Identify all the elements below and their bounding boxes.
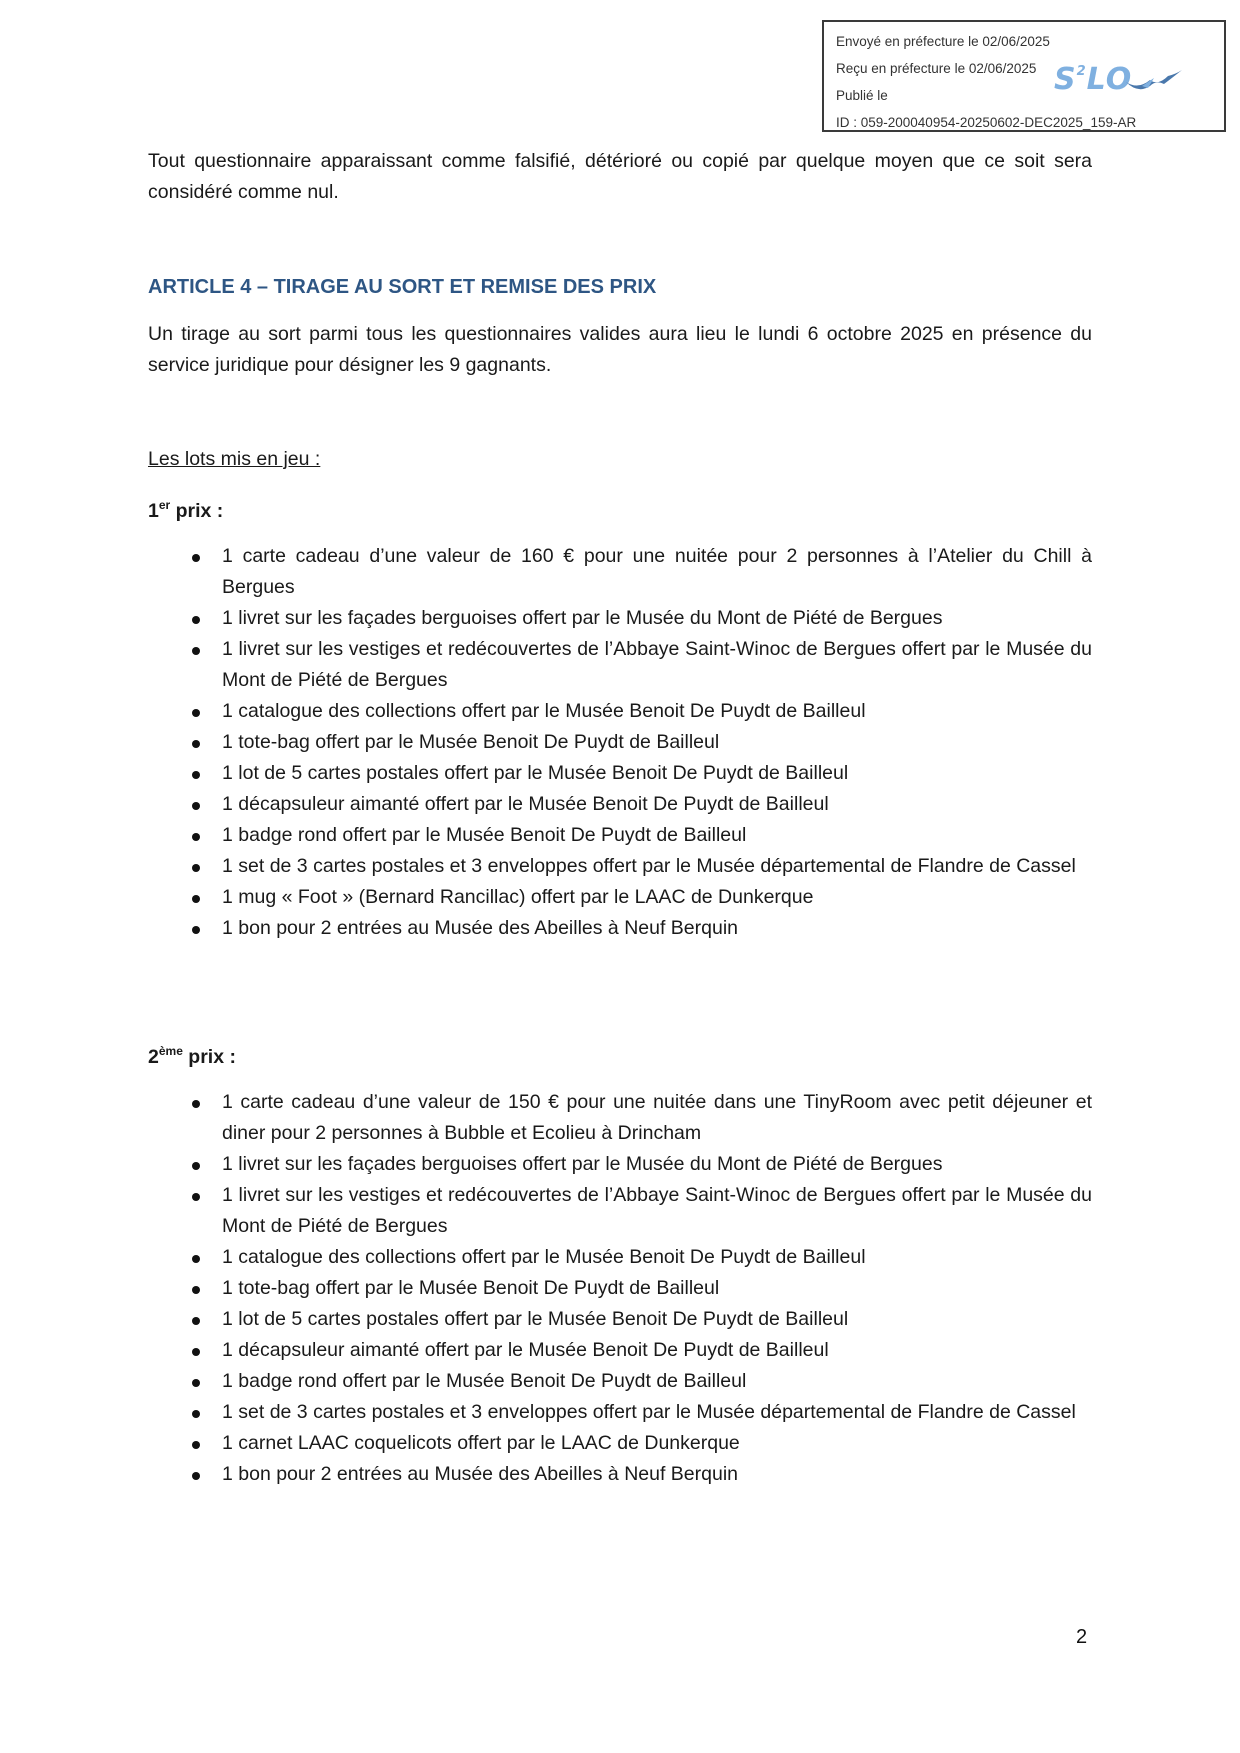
intro-paragraph: Tout questionnaire apparaissant comme falsifié, détérioré ou copié par quelque moyen que ce soit sera considéré comme nul. bbox=[148, 150, 1092, 203]
item-text: 1 décapsuleur aimanté offert par le Musée Benoit De Puydt de Bailleul bbox=[222, 793, 829, 815]
bullet-icon bbox=[192, 1100, 200, 1108]
bullet-icon bbox=[192, 1286, 200, 1294]
list-item bbox=[222, 1304, 1092, 1335]
bullet-icon bbox=[192, 895, 200, 903]
item-text: 1 tote-bag offert par le Musée Benoit De Puydt de Bailleul bbox=[222, 731, 720, 753]
stamp-published: Publié le bbox=[836, 88, 888, 103]
list-item bbox=[222, 758, 1092, 789]
stamp-sent-date: Envoyé en préfecture le 02/06/2025 bbox=[836, 34, 1050, 49]
intro-section bbox=[148, 146, 1092, 208]
bullet-icon bbox=[192, 926, 200, 934]
bullet-icon bbox=[192, 554, 200, 562]
item-text: 1 livret sur les façades berguoises offert par le Musée du Mont de Piété de Bergues bbox=[222, 607, 943, 629]
item-text: 1 livret sur les vestiges et redécouvertes de l’Abbaye Saint-Winoc de Bergues offert par le Musée du Mont de Piété de Bergues bbox=[222, 638, 1092, 691]
bullet-icon bbox=[192, 709, 200, 717]
list-item bbox=[222, 1428, 1092, 1459]
bullet-icon bbox=[192, 1348, 200, 1356]
list-item bbox=[222, 1366, 1092, 1397]
bullet-icon bbox=[192, 1162, 200, 1170]
list-item bbox=[222, 820, 1092, 851]
prize-2-title bbox=[148, 1036, 1092, 1073]
prize-1-section bbox=[148, 490, 1092, 944]
stamp-id: ID : 059-200040954-20250602-DEC2025_159-AR bbox=[836, 115, 1137, 130]
bullet-icon bbox=[192, 1193, 200, 1201]
bird-swoosh-icon bbox=[1124, 68, 1184, 94]
article-section bbox=[148, 272, 1092, 303]
article-paragraph: Un tirage au sort parmi tous les questionnaires valides aura lieu le lundi 6 octobre 2025 en présence du service juridique pour désigner les 9 gagnants. bbox=[148, 323, 1092, 376]
prize-2-list bbox=[148, 1087, 1092, 1490]
list-item bbox=[222, 1242, 1092, 1273]
prize-2-number: 2 bbox=[148, 1046, 159, 1068]
article-heading: ARTICLE 4 – TIRAGE AU SORT ET REMISE DES PRIX bbox=[148, 276, 657, 298]
prize-2-label: prix : bbox=[182, 1046, 236, 1068]
stamp-received-date: Reçu en préfecture le 02/06/2025 bbox=[836, 61, 1037, 76]
item-text: 1 set de 3 cartes postales et 3 enveloppes offert par le Musée départemental de Flandre de Cassel bbox=[222, 1401, 1076, 1423]
list-item bbox=[222, 1180, 1092, 1242]
list-item bbox=[222, 541, 1092, 603]
prize-1-number: 1 bbox=[148, 500, 159, 522]
item-text: 1 carte cadeau d’une valeur de 150 € pour une nuitée dans une TinyRoom avec petit déjeuner et diner pour 2 personnes à Bubble et Ecolieu à Drincham bbox=[222, 1091, 1092, 1144]
bullet-icon bbox=[192, 833, 200, 841]
logo-lo: LO bbox=[1086, 62, 1133, 97]
item-text: 1 set de 3 cartes postales et 3 enveloppes offert par le Musée départemental de Flandre de Cassel bbox=[222, 855, 1076, 877]
item-text: 1 badge rond offert par le Musée Benoit De Puydt de Bailleul bbox=[222, 1370, 747, 1392]
prefecture-stamp bbox=[822, 20, 1226, 132]
list-item bbox=[222, 882, 1092, 913]
bullet-icon bbox=[192, 1255, 200, 1263]
item-text: 1 bon pour 2 entrées au Musée des Abeilles à Neuf Berquin bbox=[222, 917, 739, 939]
bullet-icon bbox=[192, 771, 200, 779]
bullet-icon bbox=[192, 1317, 200, 1325]
list-item bbox=[222, 634, 1092, 696]
s2lo-logo bbox=[1054, 62, 1184, 102]
bullet-icon bbox=[192, 1379, 200, 1387]
item-text: 1 catalogue des collections offert par le Musée Benoit De Puydt de Bailleul bbox=[222, 1246, 866, 1268]
item-text: 1 bon pour 2 entrées au Musée des Abeilles à Neuf Berquin bbox=[222, 1463, 739, 1485]
prize-1-label: prix : bbox=[170, 500, 224, 522]
logo-s: S bbox=[1054, 62, 1077, 97]
prize-1-title bbox=[148, 490, 1092, 527]
bullet-icon bbox=[192, 740, 200, 748]
list-item bbox=[222, 696, 1092, 727]
list-item bbox=[222, 1459, 1092, 1490]
item-text: 1 livret sur les vestiges et redécouvertes de l’Abbaye Saint-Winoc de Bergues offert par le Musée du Mont de Piété de Bergues bbox=[222, 1184, 1092, 1237]
bullet-icon bbox=[192, 647, 200, 655]
item-text: 1 lot de 5 cartes postales offert par le Musée Benoit De Puydt de Bailleul bbox=[222, 1308, 849, 1330]
lots-section bbox=[148, 444, 1092, 475]
item-text: 1 carte cadeau d’une valeur de 160 € pour une nuitée pour 2 personnes à l’Atelier du Chill à Bergues bbox=[222, 545, 1092, 598]
list-item bbox=[222, 1273, 1092, 1304]
item-text: 1 mug « Foot » (Bernard Rancillac) offert par le LAAC de Dunkerque bbox=[222, 886, 814, 908]
list-item bbox=[222, 1335, 1092, 1366]
list-item bbox=[222, 913, 1092, 944]
item-text: 1 livret sur les façades berguoises offert par le Musée du Mont de Piété de Bergues bbox=[222, 1153, 943, 1175]
item-text: 1 carnet LAAC coquelicots offert par le LAAC de Dunkerque bbox=[222, 1432, 740, 1454]
bullet-icon bbox=[192, 1472, 200, 1480]
item-text: 1 badge rond offert par le Musée Benoit De Puydt de Bailleul bbox=[222, 824, 747, 846]
lots-label: Les lots mis en jeu : bbox=[148, 448, 321, 470]
item-text: 1 catalogue des collections offert par le Musée Benoit De Puydt de Bailleul bbox=[222, 700, 866, 722]
item-text: 1 décapsuleur aimanté offert par le Musée Benoit De Puydt de Bailleul bbox=[222, 1339, 829, 1361]
article-body bbox=[148, 319, 1092, 381]
list-item bbox=[222, 1397, 1092, 1428]
logo-text bbox=[1054, 62, 1132, 97]
bullet-icon bbox=[192, 864, 200, 872]
list-item bbox=[222, 789, 1092, 820]
page-number: 2 bbox=[1076, 1626, 1088, 1648]
list-item bbox=[222, 727, 1092, 758]
prize-1-list bbox=[148, 541, 1092, 944]
bullet-icon bbox=[192, 1441, 200, 1449]
list-item bbox=[222, 851, 1092, 882]
item-text: 1 lot de 5 cartes postales offert par le Musée Benoit De Puydt de Bailleul bbox=[222, 762, 849, 784]
list-item bbox=[222, 1087, 1092, 1149]
list-item bbox=[222, 1149, 1092, 1180]
logo-sup: 2 bbox=[1076, 64, 1087, 79]
bullet-icon bbox=[192, 802, 200, 810]
prize-1-suffix: er bbox=[158, 498, 171, 512]
prize-2-section bbox=[148, 1036, 1092, 1490]
list-item bbox=[222, 603, 1092, 634]
bullet-icon bbox=[192, 1410, 200, 1418]
item-text: 1 tote-bag offert par le Musée Benoit De Puydt de Bailleul bbox=[222, 1277, 720, 1299]
bullet-icon bbox=[192, 616, 200, 624]
prize-2-suffix: ème bbox=[158, 1044, 183, 1058]
